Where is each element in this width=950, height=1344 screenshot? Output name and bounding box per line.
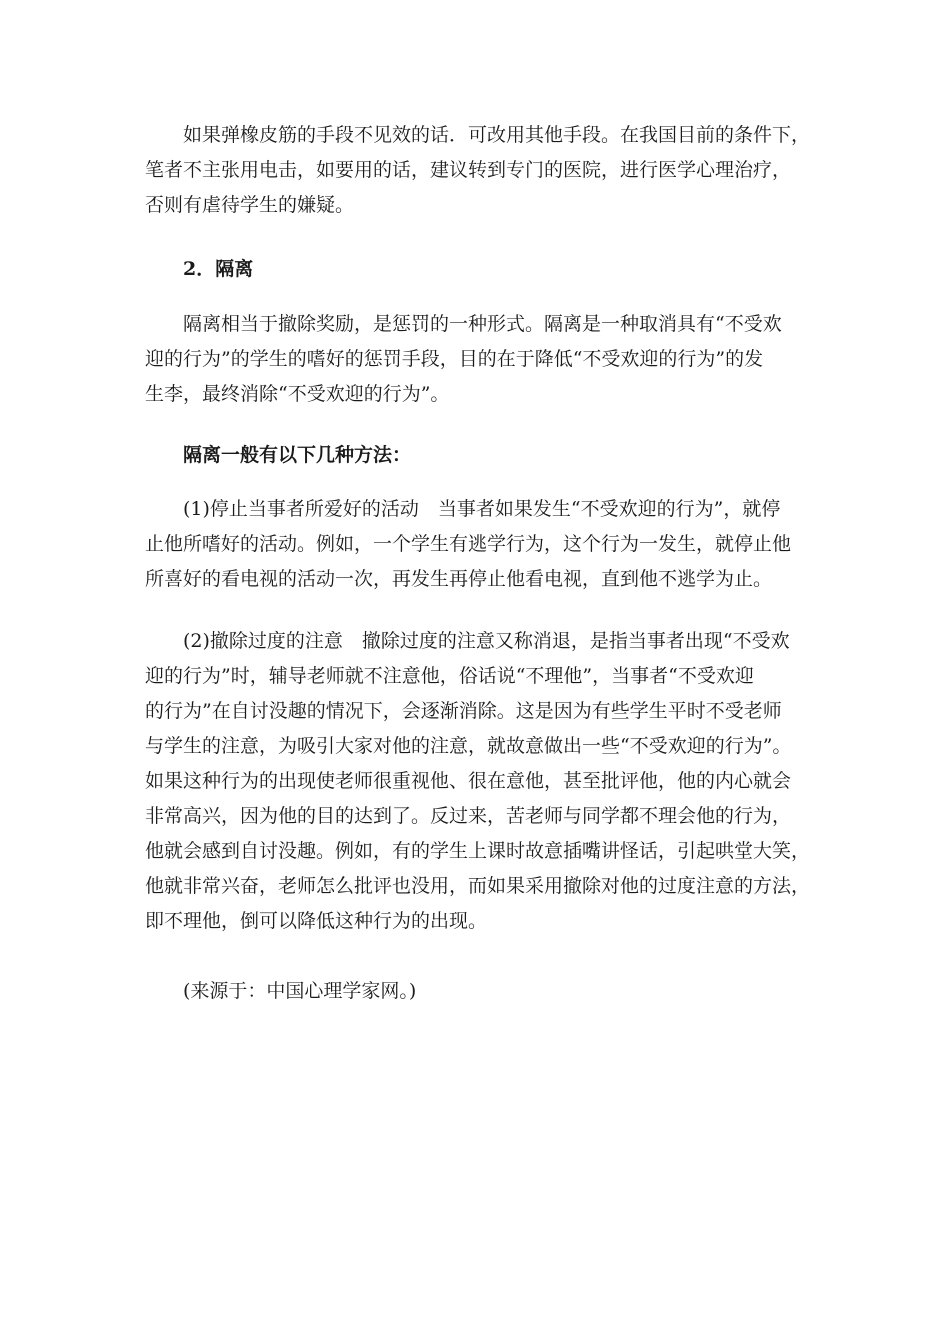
heading-text: 2．隔离 xyxy=(183,258,254,280)
heading-text: 隔离一般有以下几种方法： xyxy=(183,444,412,466)
paragraph-line: 止他所嗜好的活动。例如，一个学生有逃学行为，这个行为一发生，就停止他 xyxy=(145,533,792,555)
paragraph-line: 笔者不主张用电击，如要用的话，建议转到专门的医院，进行医学心理治疗， xyxy=(145,159,792,181)
paragraph-isolation-definition xyxy=(145,307,825,412)
paragraph-method-1 xyxy=(145,492,825,597)
source-text: (来源于：中国心理学家网。) xyxy=(183,980,417,1002)
paragraph-line: 生李，最终消除“不受欢迎的行为”。 xyxy=(145,383,450,405)
paragraph-line: 的行为”在自讨没趣的情况下，会逐渐消除。这是因为有些学生平时不受老师 xyxy=(145,700,782,722)
paragraph-line: 所喜好的看电视的活动一次，再发生再停止他看电视，直到他不逃学为止。 xyxy=(145,568,773,590)
paragraph-line: 否则有虐待学生的嫌疑。 xyxy=(145,194,355,216)
paragraph-line: 他就会感到自讨没趣。例如，有的学生上课时故意插嘴讲怪话，引起哄堂大笑， xyxy=(145,840,811,862)
paragraph-rubber-band xyxy=(145,118,825,223)
paragraph-line: 与学生的注意，为吸引大家对他的注意，就故意做出一些“不受欢迎的行为”。 xyxy=(145,735,792,757)
source-note xyxy=(145,974,825,1009)
paragraph-line: 如果这种行为的出现使老师很重视他、很在意他，甚至批评他，他的内心就会 xyxy=(145,770,792,792)
paragraph-line: 他就非常兴奋，老师怎么批评也没用，而如果采用撤除对他的过度注意的方法， xyxy=(145,875,811,897)
paragraph-line: 如果弹橡皮筋的手段不见效的话．可改用其他手段。在我国目前的条件下， xyxy=(183,124,811,146)
section-heading-isolation xyxy=(145,252,825,287)
paragraph-method-2 xyxy=(145,624,825,939)
paragraph-line: 即不理他，倒可以降低这种行为的出现。 xyxy=(145,910,488,932)
paragraph-line: 隔离相当于撤除奖励，是惩罚的一种形式。隔离是一种取消具有“不受欢 xyxy=(183,313,782,335)
paragraph-line: (1)停止当事者所爱好的活动 当事者如果发生“不受欢迎的行为”，就停 xyxy=(183,498,781,520)
paragraph-line: 迎的行为”的学生的嗜好的惩罚手段，目的在于降低“不受欢迎的行为”的发 xyxy=(145,348,764,370)
subheading-methods xyxy=(145,438,825,473)
paragraph-line: 非常高兴，因为他的目的达到了。反过来，苦老师与同学都不理会他的行为， xyxy=(145,805,792,827)
paragraph-line: 迎的行为”时，辅导老师就不注意他，俗话说“不理他”，当事者“不受欢迎 xyxy=(145,665,754,687)
paragraph-line: (2)撤除过度的注意 撤除过度的注意又称消退，是指当事者出现“不受欢 xyxy=(183,630,790,652)
